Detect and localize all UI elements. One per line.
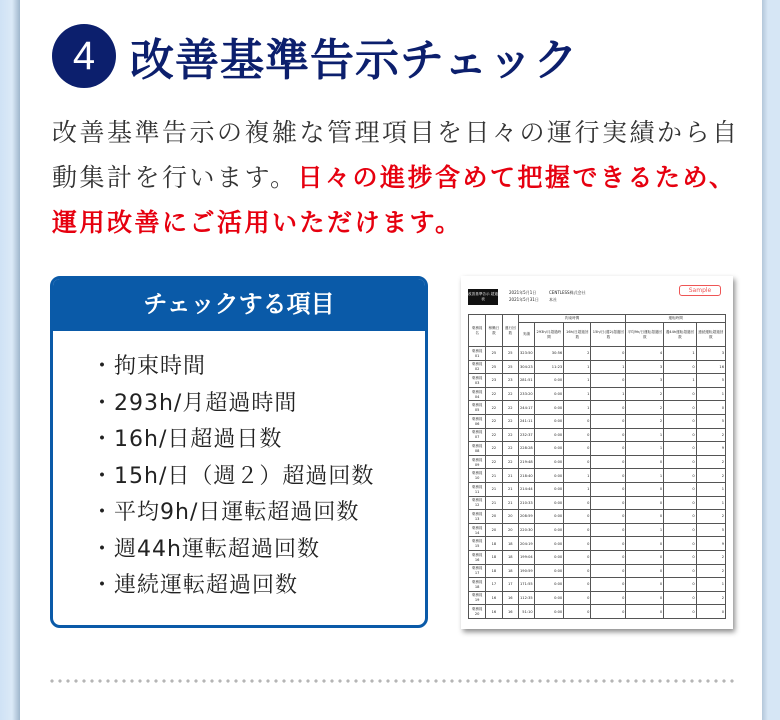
- table-cell: 0: [591, 550, 626, 564]
- table-cell: 0: [591, 482, 626, 496]
- checklist-item: ・週44h運転超過回数: [91, 536, 320, 562]
- table-cell: 0: [591, 564, 626, 578]
- table-cell: 18: [486, 564, 502, 578]
- table-cell: 0: [664, 510, 696, 524]
- col-days: 稼働日数: [486, 315, 502, 347]
- table-cell: 210:33: [519, 496, 535, 510]
- table-cell: 22: [502, 414, 518, 428]
- table-cell: 30:56: [534, 347, 564, 361]
- table-cell: 2: [626, 401, 664, 415]
- table-cell: 0: [626, 591, 664, 605]
- dotted-divider: [48, 679, 734, 683]
- table-cell: 0: [664, 401, 696, 415]
- sample-badge: Sample: [679, 285, 721, 296]
- section-heading: [52, 24, 579, 88]
- table-cell: 0: [664, 455, 696, 469]
- checklist-item: ・平均9h/日運転超過回数: [91, 500, 360, 525]
- table-cell: 1: [626, 442, 664, 456]
- table-cell: 1: [591, 360, 626, 374]
- table-cell: 22: [486, 442, 502, 456]
- col-name: 乗務員名: [469, 315, 486, 347]
- table-cell: 0:00: [534, 591, 564, 605]
- report-label: 改善基準告示 超過表: [468, 289, 498, 305]
- report-company: CENTLESS株式会社: [549, 290, 586, 295]
- sample-report-image: [461, 276, 733, 629]
- col-16h: 16h/日超過回数: [564, 323, 591, 347]
- section-number-badge: 4: [52, 24, 116, 88]
- table-cell: 0: [664, 523, 696, 537]
- table-cell: 0:00: [534, 550, 564, 564]
- table-cell: 乗務員19: [469, 591, 486, 605]
- table-cell: 0: [564, 496, 591, 510]
- report-table: [468, 314, 726, 619]
- table-cell: 2: [696, 510, 725, 524]
- checklist-items: [53, 331, 425, 605]
- table-row: [469, 523, 726, 537]
- table-cell: 5: [696, 374, 725, 388]
- table-cell: 16: [486, 605, 502, 619]
- checklist-item: ・293h/月超過時間: [91, 390, 298, 416]
- col-group-driving: 運転時間: [626, 315, 726, 323]
- table-row: [469, 537, 726, 551]
- table-cell: 0: [591, 455, 626, 469]
- table-cell: 0:00: [534, 469, 564, 483]
- table-cell: 0: [564, 537, 591, 551]
- table-cell: 0: [626, 510, 664, 524]
- table-cell: 51:10: [519, 605, 535, 619]
- table-cell: 0:00: [534, 564, 564, 578]
- table-cell: 0: [664, 469, 696, 483]
- table-cell: 0: [626, 482, 664, 496]
- col-group-restraint: 拘束時間: [519, 315, 626, 323]
- table-cell: 25: [502, 347, 518, 361]
- table-cell: 0: [664, 591, 696, 605]
- table-cell: 0: [591, 537, 626, 551]
- table-cell: 0: [626, 537, 664, 551]
- table-cell: 2: [564, 347, 591, 361]
- table-cell: 16: [696, 360, 725, 374]
- table-cell: 乗務員01: [469, 347, 486, 361]
- table-cell: 0: [664, 496, 696, 510]
- table-row: [469, 469, 726, 483]
- table-cell: 0: [564, 510, 591, 524]
- table-cell: 20: [486, 523, 502, 537]
- table-cell: 0: [564, 455, 591, 469]
- table-row: [469, 442, 726, 456]
- table-cell: 0: [591, 523, 626, 537]
- table-cell: 1: [696, 496, 725, 510]
- table-cell: 0: [591, 374, 626, 388]
- table-cell: 0:00: [534, 510, 564, 524]
- table-cell: 18: [502, 564, 518, 578]
- table-cell: 17: [502, 578, 518, 592]
- table-row: [469, 510, 726, 524]
- table-cell: 乗務員13: [469, 510, 486, 524]
- table-cell: 1: [696, 387, 725, 401]
- table-cell: 9: [696, 442, 725, 456]
- table-cell: 0: [664, 605, 696, 619]
- checklist-item: ・15h/日（週２）超過回数: [91, 463, 375, 489]
- table-row: [469, 387, 726, 401]
- table-cell: 220:30: [519, 523, 535, 537]
- table-cell: 0: [626, 605, 664, 619]
- table-cell: 0: [591, 414, 626, 428]
- table-cell: 0: [626, 496, 664, 510]
- table-cell: 1: [664, 347, 696, 361]
- table-cell: 3: [696, 347, 725, 361]
- table-cell: 21: [486, 496, 502, 510]
- table-cell: 乗務員08: [469, 442, 486, 456]
- table-cell: 2: [696, 564, 725, 578]
- table-cell: 乗務員20: [469, 605, 486, 619]
- table-cell: 1: [564, 360, 591, 374]
- table-cell: 1: [664, 374, 696, 388]
- table-cell: 18: [486, 550, 502, 564]
- table-cell: 25: [486, 360, 502, 374]
- table-cell: 16: [486, 591, 502, 605]
- table-cell: 228:28: [519, 442, 535, 456]
- table-cell: 11:23: [534, 360, 564, 374]
- table-cell: 0: [664, 387, 696, 401]
- table-cell: 0: [664, 550, 696, 564]
- table-cell: 1: [564, 469, 591, 483]
- table-cell: 219:48: [519, 455, 535, 469]
- table-cell: 2: [696, 455, 725, 469]
- table-cell: 0:00: [534, 455, 564, 469]
- table-cell: 乗務員11: [469, 482, 486, 496]
- section-title: 改善基準告示チェック: [130, 35, 579, 86]
- table-cell: 208:59: [519, 510, 535, 524]
- table-cell: 0: [664, 564, 696, 578]
- page-background-right: [760, 0, 780, 720]
- table-cell: 3: [626, 360, 664, 374]
- table-cell: 0: [591, 401, 626, 415]
- table-row: [469, 374, 726, 388]
- table-cell: 0: [591, 428, 626, 442]
- col-actual: 実績: [519, 323, 535, 347]
- table-cell: 乗務員14: [469, 523, 486, 537]
- table-cell: 199:04: [519, 550, 535, 564]
- table-cell: 0: [564, 550, 591, 564]
- checklist-box: [50, 276, 428, 628]
- table-cell: 0: [664, 578, 696, 592]
- table-cell: 2: [626, 387, 664, 401]
- table-cell: 1: [626, 428, 664, 442]
- table-cell: 1: [591, 387, 626, 401]
- table-row: [469, 455, 726, 469]
- table-cell: 0: [696, 605, 725, 619]
- table-cell: 0: [591, 469, 626, 483]
- table-row: [469, 564, 726, 578]
- table-cell: 乗務員03: [469, 374, 486, 388]
- table-cell: 0: [591, 442, 626, 456]
- report-date-to: 2021年5月31日: [509, 297, 539, 302]
- table-cell: 1: [564, 387, 591, 401]
- table-cell: 22: [486, 401, 502, 415]
- section-description: [52, 110, 742, 245]
- table-cell: 0: [626, 550, 664, 564]
- table-cell: 乗務員05: [469, 401, 486, 415]
- table-row: [469, 578, 726, 592]
- description-text: 改善基準告示の複雑な管理項目を日々の運行実績から自動集計を行います。: [52, 118, 740, 192]
- table-cell: 3: [626, 374, 664, 388]
- table-cell: 233:20: [519, 387, 535, 401]
- table-cell: 214:44: [519, 482, 535, 496]
- table-cell: 1: [696, 578, 725, 592]
- table-cell: 乗務員04: [469, 387, 486, 401]
- col-293h: 293h/月超過時間: [534, 323, 564, 347]
- table-cell: 20: [502, 523, 518, 537]
- table-cell: 2: [696, 428, 725, 442]
- table-row: [469, 347, 726, 361]
- table-cell: 21: [486, 482, 502, 496]
- table-cell: 0: [664, 360, 696, 374]
- table-cell: 0: [591, 591, 626, 605]
- table-cell: 23: [486, 374, 502, 388]
- table-cell: 0: [591, 347, 626, 361]
- table-cell: 0: [626, 578, 664, 592]
- table-row: [469, 414, 726, 428]
- table-cell: 0:00: [534, 496, 564, 510]
- col-trips: 運行回数: [502, 315, 518, 347]
- col-week44h: 週44h運転超過回数: [664, 323, 696, 347]
- table-cell: 0:00: [534, 578, 564, 592]
- table-cell: 2: [696, 469, 725, 483]
- table-cell: 323:50: [519, 347, 535, 361]
- table-cell: 0: [664, 537, 696, 551]
- table-cell: 20: [486, 510, 502, 524]
- table-cell: 0: [664, 482, 696, 496]
- table-cell: 21: [486, 469, 502, 483]
- table-cell: 22: [502, 401, 518, 415]
- table-cell: 0:00: [534, 482, 564, 496]
- table-cell: 乗務員18: [469, 578, 486, 592]
- checklist-item: ・拘束時間: [91, 354, 207, 379]
- table-cell: 乗務員09: [469, 455, 486, 469]
- table-cell: 0: [626, 455, 664, 469]
- table-cell: 0:00: [534, 414, 564, 428]
- table-cell: 204:19: [519, 537, 535, 551]
- col-15h: 15h/日(週2)超過回数: [591, 323, 626, 347]
- col-continuous: 連続運転超過回数: [696, 323, 725, 347]
- table-cell: 304:23: [519, 360, 535, 374]
- table-cell: 16: [502, 605, 518, 619]
- table-cell: 0:00: [534, 442, 564, 456]
- checklist-item: ・16h/日超過日数: [91, 427, 283, 452]
- table-cell: 0: [564, 591, 591, 605]
- table-cell: 0:00: [534, 537, 564, 551]
- table-cell: 1: [564, 374, 591, 388]
- table-cell: 0: [591, 605, 626, 619]
- table-cell: 1: [564, 401, 591, 415]
- checklist-title: チェックする項目: [53, 279, 425, 331]
- table-cell: 1: [626, 469, 664, 483]
- table-cell: 2: [626, 414, 664, 428]
- table-cell: 2: [696, 591, 725, 605]
- table-cell: 22: [486, 455, 502, 469]
- table-cell: 0: [564, 414, 591, 428]
- table-cell: 0: [564, 428, 591, 442]
- col-avg9h: 平均9h/日運転超過回数: [626, 323, 664, 347]
- table-cell: 18: [486, 537, 502, 551]
- table-cell: 0: [564, 578, 591, 592]
- table-cell: 171:55: [519, 578, 535, 592]
- table-cell: 18: [502, 537, 518, 551]
- table-cell: 乗務員17: [469, 564, 486, 578]
- table-cell: 0: [564, 442, 591, 456]
- table-cell: 0:00: [534, 374, 564, 388]
- table-cell: 17: [486, 578, 502, 592]
- table-cell: 0: [664, 428, 696, 442]
- table-cell: 乗務員16: [469, 550, 486, 564]
- table-cell: 20: [502, 510, 518, 524]
- table-cell: 0: [564, 523, 591, 537]
- table-cell: 22: [502, 387, 518, 401]
- table-cell: 0: [564, 605, 591, 619]
- table-row: [469, 591, 726, 605]
- table-cell: 4: [626, 347, 664, 361]
- table-row: [469, 482, 726, 496]
- table-cell: 0:00: [534, 428, 564, 442]
- table-cell: 乗務員07: [469, 428, 486, 442]
- table-cell: 25: [502, 360, 518, 374]
- table-cell: 18: [502, 550, 518, 564]
- table-cell: 0: [664, 442, 696, 456]
- table-cell: 0: [696, 401, 725, 415]
- table-cell: 0: [591, 578, 626, 592]
- table-cell: 1: [696, 482, 725, 496]
- report-date-from: 2021年5月1日: [509, 290, 537, 295]
- table-cell: 乗務員10: [469, 469, 486, 483]
- table-cell: 2: [696, 550, 725, 564]
- table-cell: 21: [502, 469, 518, 483]
- table-cell: 22: [502, 428, 518, 442]
- table-row: [469, 428, 726, 442]
- table-cell: 22: [486, 428, 502, 442]
- table-row: [469, 360, 726, 374]
- table-cell: 21: [502, 496, 518, 510]
- table-cell: 0:00: [534, 401, 564, 415]
- table-cell: 1: [564, 482, 591, 496]
- report-office: 本社: [549, 297, 557, 302]
- table-cell: 281:51: [519, 374, 535, 388]
- table-cell: 22: [502, 455, 518, 469]
- table-cell: 乗務員02: [469, 360, 486, 374]
- table-cell: 0: [564, 564, 591, 578]
- table-cell: 112:35: [519, 591, 535, 605]
- table-cell: 22: [486, 414, 502, 428]
- table-cell: 乗務員15: [469, 537, 486, 551]
- description-highlight: 日々の進捗含めて把握できるため、運用改善にご活用いただけます。: [52, 163, 737, 237]
- table-cell: 9: [696, 537, 725, 551]
- table-cell: 乗務員12: [469, 496, 486, 510]
- table-cell: 244:17: [519, 401, 535, 415]
- table-cell: 22: [486, 387, 502, 401]
- table-row: [469, 605, 726, 619]
- table-cell: 16: [502, 591, 518, 605]
- table-cell: 1: [626, 523, 664, 537]
- table-row: [469, 401, 726, 415]
- table-row: [469, 550, 726, 564]
- table-cell: 0: [591, 496, 626, 510]
- table-cell: 23: [502, 374, 518, 388]
- table-cell: 25: [486, 347, 502, 361]
- table-cell: 0: [626, 564, 664, 578]
- table-cell: 0:00: [534, 605, 564, 619]
- table-cell: 21: [502, 482, 518, 496]
- table-cell: 0:00: [534, 523, 564, 537]
- checklist-item: ・連続運転超過回数: [91, 573, 299, 598]
- table-cell: 0: [591, 510, 626, 524]
- table-row: [469, 496, 726, 510]
- table-cell: 5: [696, 523, 725, 537]
- table-cell: 0: [664, 414, 696, 428]
- table-cell: 乗務員06: [469, 414, 486, 428]
- table-cell: 5: [696, 414, 725, 428]
- table-cell: 190:59: [519, 564, 535, 578]
- table-cell: 218:40: [519, 469, 535, 483]
- table-cell: 0:00: [534, 387, 564, 401]
- table-cell: 241:11: [519, 414, 535, 428]
- table-cell: 232:37: [519, 428, 535, 442]
- table-cell: 22: [502, 442, 518, 456]
